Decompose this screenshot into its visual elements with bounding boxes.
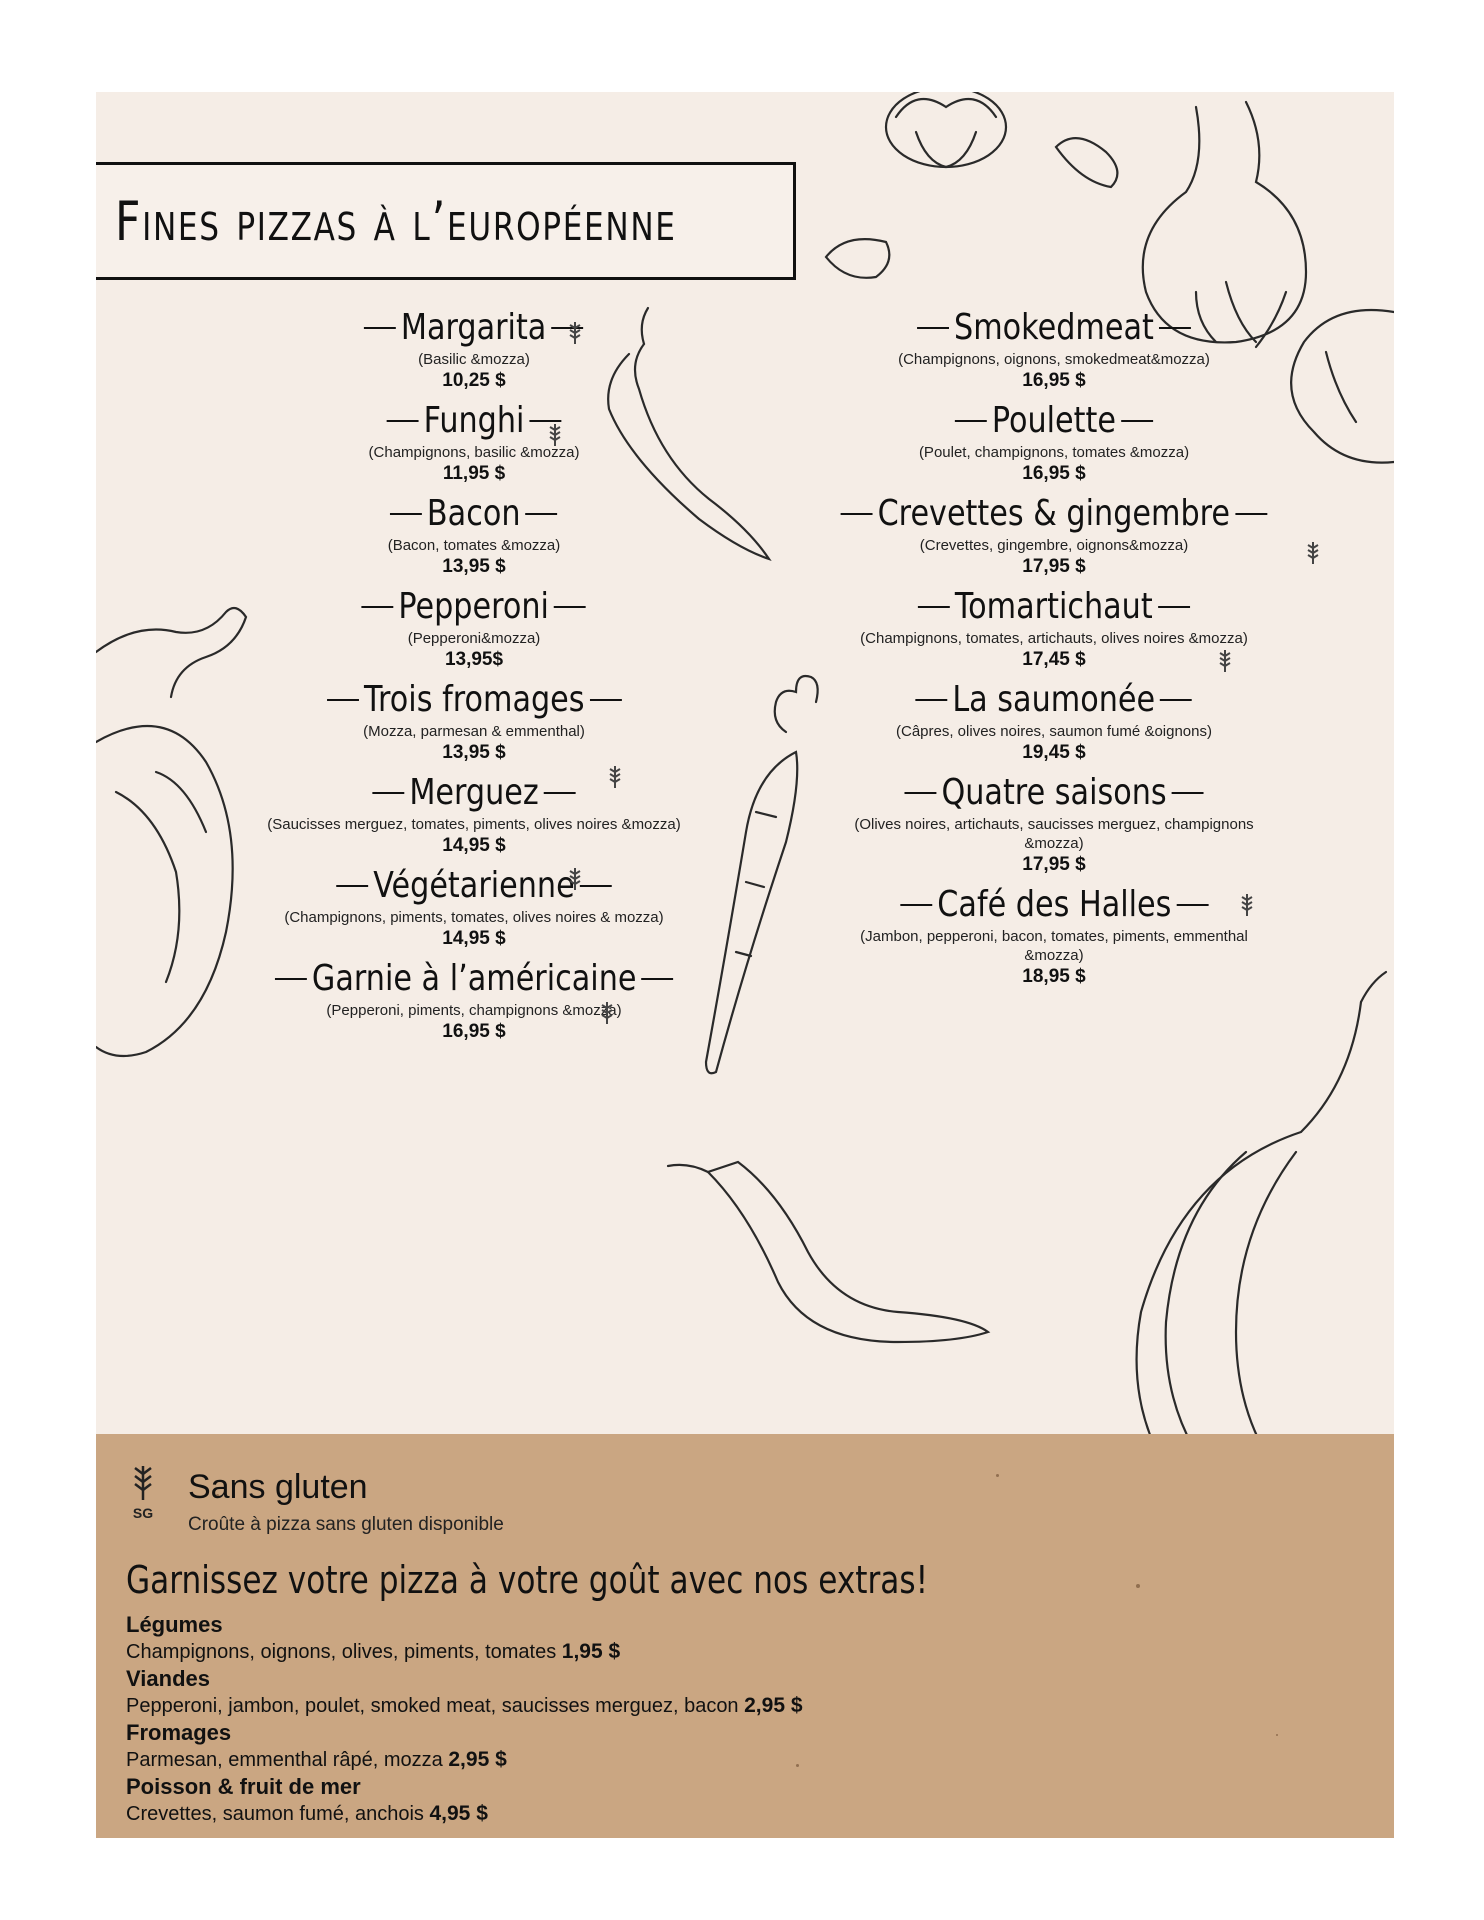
pizza-price: 13,95 $ — [442, 556, 506, 577]
pizza-price: 10,25 $ — [442, 370, 506, 391]
pizza-item — [214, 957, 734, 1044]
pizza-description: (Olives noires, artichauts, saucisses merguez, champignons &mozza) — [854, 816, 1254, 852]
pizza-name: Crevettes & gingembre — [877, 493, 1231, 534]
pizza-name: Végétarienne — [373, 865, 575, 906]
extras-line — [126, 1800, 1026, 1828]
pizza-price: 14,95 $ — [442, 928, 506, 949]
pizza-name: La saumonée — [952, 679, 1156, 720]
pizza-description: (Poulet, champignons, tomates &mozza) — [918, 444, 1190, 461]
pizza-list-left — [214, 306, 734, 1050]
pizza-name: Margarita — [401, 307, 547, 348]
gluten-free-subtitle: Croûte à pizza sans gluten disponible — [188, 1514, 504, 1535]
menu-title-box — [96, 162, 796, 280]
pizza-description: (Saucisses merguez, tomates, piments, olives noires &mozza) — [267, 816, 681, 833]
wheat-icon — [564, 866, 586, 896]
extras-price: 1,95 $ — [561, 1640, 621, 1663]
pizza-price: 17,45 $ — [1022, 649, 1086, 670]
pizza-description: (Crevettes, gingembre, oignons&mozza) — [919, 537, 1189, 554]
wheat-icon — [1236, 892, 1258, 922]
pizza-item — [214, 864, 734, 951]
pizza-item — [214, 585, 734, 672]
pizza-name: Pepperoni — [398, 586, 550, 627]
pizza-name: Merguez — [409, 772, 539, 813]
extras-category: Légumes — [126, 1612, 223, 1637]
pizza-price: 13,95$ — [444, 649, 504, 670]
pizza-name: Garnie à l’américaine — [311, 958, 637, 999]
pizza-name: Trois fromages — [363, 679, 585, 720]
extras-category: Poisson & fruit de mer — [126, 1774, 361, 1799]
pizza-price: 17,95 $ — [1022, 854, 1086, 875]
pizza-price: 16,95 $ — [1022, 370, 1086, 391]
extras-line — [126, 1638, 1026, 1666]
wheat-icon — [564, 320, 586, 350]
pizza-name: Quatre saisons — [941, 772, 1167, 813]
pizza-item — [214, 399, 734, 486]
extras-line — [126, 1692, 1026, 1720]
pizza-item — [794, 399, 1314, 486]
pizza-description: (Pepperoni, piments, champignons &mozza) — [326, 1002, 622, 1019]
pizza-description: (Champignons, basilic &mozza) — [368, 444, 580, 461]
pizza-price: 11,95 $ — [442, 463, 506, 484]
extras-line — [126, 1746, 1026, 1774]
pizza-price: 16,95 $ — [442, 1021, 506, 1042]
pizza-name: Funghi — [423, 400, 525, 441]
chili-pepper-bottom-icon — [668, 1162, 988, 1342]
sg-letters: SG — [132, 1505, 154, 1521]
pizza-name: Café des Halles — [936, 884, 1172, 925]
pizza-price: 19,45 $ — [1022, 742, 1086, 763]
pizza-item — [214, 771, 734, 858]
wheat-icon — [596, 1000, 618, 1030]
pizza-price: 17,95 $ — [1022, 556, 1086, 577]
extras-items: Parmesan, emmenthal râpé, mozza — [126, 1749, 443, 1771]
pizza-item — [214, 678, 734, 765]
gluten-free-title: Sans gluten — [188, 1468, 368, 1506]
wheat-icon — [1214, 648, 1236, 678]
pizza-item — [794, 771, 1314, 877]
extras-section — [96, 1434, 1394, 1838]
menu-title: Fines pizzas à l’européenne — [115, 189, 677, 253]
pizza-description: (Champignons, oignons, smokedmeat&mozza) — [898, 351, 1210, 368]
pizza-item — [794, 678, 1314, 765]
pizza-name: Poulette — [991, 400, 1117, 441]
wheat-icon — [604, 764, 626, 794]
pizza-price: 18,95 $ — [1022, 966, 1086, 987]
pizza-price: 14,95 $ — [442, 835, 506, 856]
pizza-price: 16,95 $ — [1022, 463, 1086, 484]
pizza-item — [214, 306, 734, 393]
extras-price: 2,95 $ — [744, 1694, 803, 1717]
pizza-item — [794, 306, 1314, 393]
extras-category: Fromages — [126, 1720, 232, 1745]
wheat-sg-icon — [124, 1462, 162, 1522]
extras-items: Pepperoni, jambon, poulet, smoked meat, saucisses merguez, bacon — [126, 1695, 739, 1717]
pizza-item — [794, 492, 1314, 579]
extras-items: Crevettes, saumon fumé, anchois — [126, 1803, 424, 1825]
pizza-description: (Mozza, parmesan & emmenthal) — [363, 723, 585, 740]
extras-price: 2,95 $ — [448, 1748, 507, 1771]
extras-items: Champignons, oignons, olives, piments, tomates — [126, 1641, 557, 1663]
extras-title: Garnissez votre pizza à votre goût avec nos extras! — [126, 1558, 929, 1602]
pizza-description: (Jambon, pepperoni, bacon, tomates, piments, emmenthal &mozza) — [860, 928, 1248, 964]
pizza-name: Bacon — [427, 493, 521, 534]
pizza-description: (Champignons, piments, tomates, olives noires & mozza) — [284, 909, 664, 926]
pizza-description: (Bacon, tomates &mozza) — [387, 537, 561, 554]
pizza-description: (Câpres, olives noires, saumon fumé &oignons) — [896, 723, 1212, 740]
pizza-price: 13,95 $ — [442, 742, 506, 763]
extras-list — [126, 1612, 1026, 1828]
wheat-icon — [544, 422, 566, 452]
extras-price: 4,95 $ — [429, 1802, 488, 1825]
pizza-description: (Pepperoni&mozza) — [407, 630, 541, 647]
garlic-icon — [826, 92, 1117, 278]
menu-page — [96, 92, 1394, 1838]
pizza-name: Smokedmeat — [954, 307, 1154, 348]
extras-category: Viandes — [126, 1666, 210, 1691]
pizza-item — [214, 492, 734, 579]
pizza-name: Tomartichaut — [955, 586, 1153, 627]
pizza-item — [794, 585, 1314, 672]
wheat-icon — [1302, 540, 1324, 570]
pizza-description: (Champignons, tomates, artichauts, olives noires &mozza) — [860, 630, 1248, 647]
pizza-description: (Basilic &mozza) — [418, 351, 530, 368]
